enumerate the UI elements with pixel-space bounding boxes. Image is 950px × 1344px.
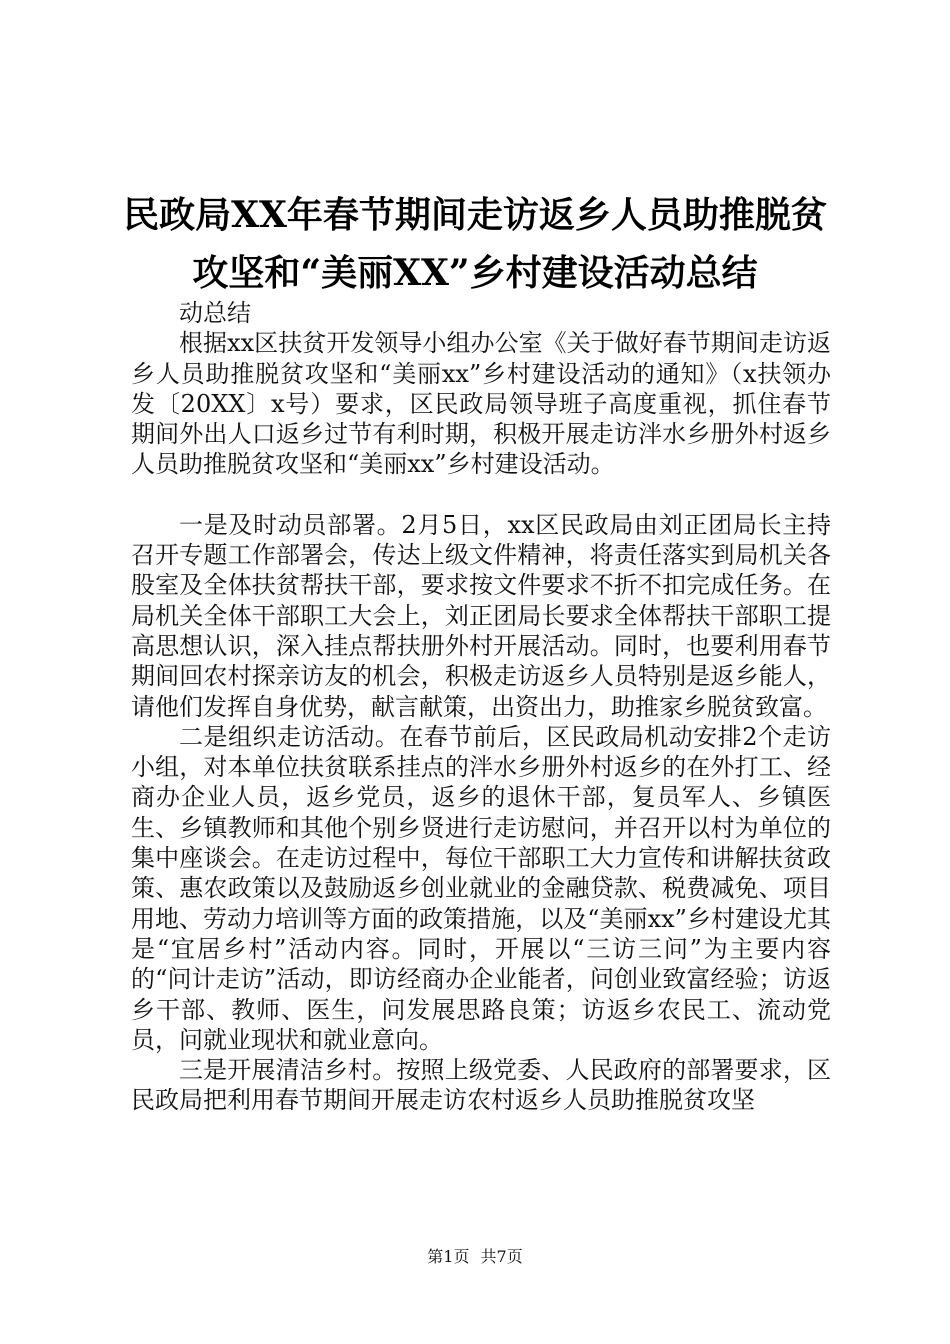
title-line-1: 民政局XX年春节期间走访返乡人员助推脱贫 <box>123 194 827 236</box>
paragraph-visits: 二是组织走访活动。在春节前后，区民政局机动安排2个走访小组，对本单位扶贫联系挂点的泮水乡册外村返乡的在外打工、经商办企业人员，返乡党员，返乡的退休干部，复员军人、乡镇医生、乡镇教师和其他个别乡贤进行走访慰问，并召开以村为单位的集中座谈会。在走访过程中，每位干部职工大力宣传和讲解扶贫政策、惠农政策以及鼓励返乡创业就业的金融贷款、税费减免、项目用地、劳动力培训等方面的政策措施，以及“美丽xx”乡村建设尤其是“宜居乡村”活动内容。同时，开展以“三访三问”为主要内容的“问计走访”活动，即访经商办企业能者，问创业致富经验；访返乡干部、教师、医生，问发展思路良策；访返乡农民工、流动党员，问就业现状和就业意向。 <box>131 722 831 1054</box>
page-footer <box>0 1244 950 1267</box>
document-body <box>131 298 831 1116</box>
paragraph-cleaning: 三是开展清洁乡村。按照上级党委、人民政府的部署要求，区民政局把利用春节期间开展走访农村返乡人员助推脱贫攻坚 <box>131 1056 831 1115</box>
document-title <box>110 186 840 302</box>
page-total: 共7页 <box>480 1247 523 1266</box>
subtitle-line: 动总结 <box>179 299 251 327</box>
paragraph-deployment: 一是及时动员部署。2月5日，xx区民政局由刘正团局长主持召开专题工作部署会，传达上级文件精神，将责任落实到局机关各股室及全体扶贫帮扶干部，要求按文件要求不折不扣完成任务。在局机关全体干部职工大会上，刘正团局长要求全体帮扶干部职工提高思想认识，深入挂点帮扶册外村开展活动。同时，也要利用春节期间回农村探亲访友的机会，积极走访返乡人员特别是返乡能人，请他们发挥自身优势，献言献策，出资出力，助推家乡脱贫致富。 <box>131 510 831 721</box>
paragraph-intro: 根据xx区扶贫开发领导小组办公室《关于做好春节期间走访返乡人员助推脱贫攻坚和“美丽xx”乡村建设活动的通知》（x扶领办发〔20XX〕x号）要求，区民政局领导班子高度重视，抓住春节期间外出人口返乡过节有利时期，积极开展走访泮水乡册外村返乡人员助推脱贫攻坚和“美丽xx”乡村建设活动。 <box>131 329 831 479</box>
page-number: 第1页 <box>427 1247 470 1266</box>
title-line-2: 攻坚和“美丽XX”乡村建设活动总结 <box>192 252 758 294</box>
